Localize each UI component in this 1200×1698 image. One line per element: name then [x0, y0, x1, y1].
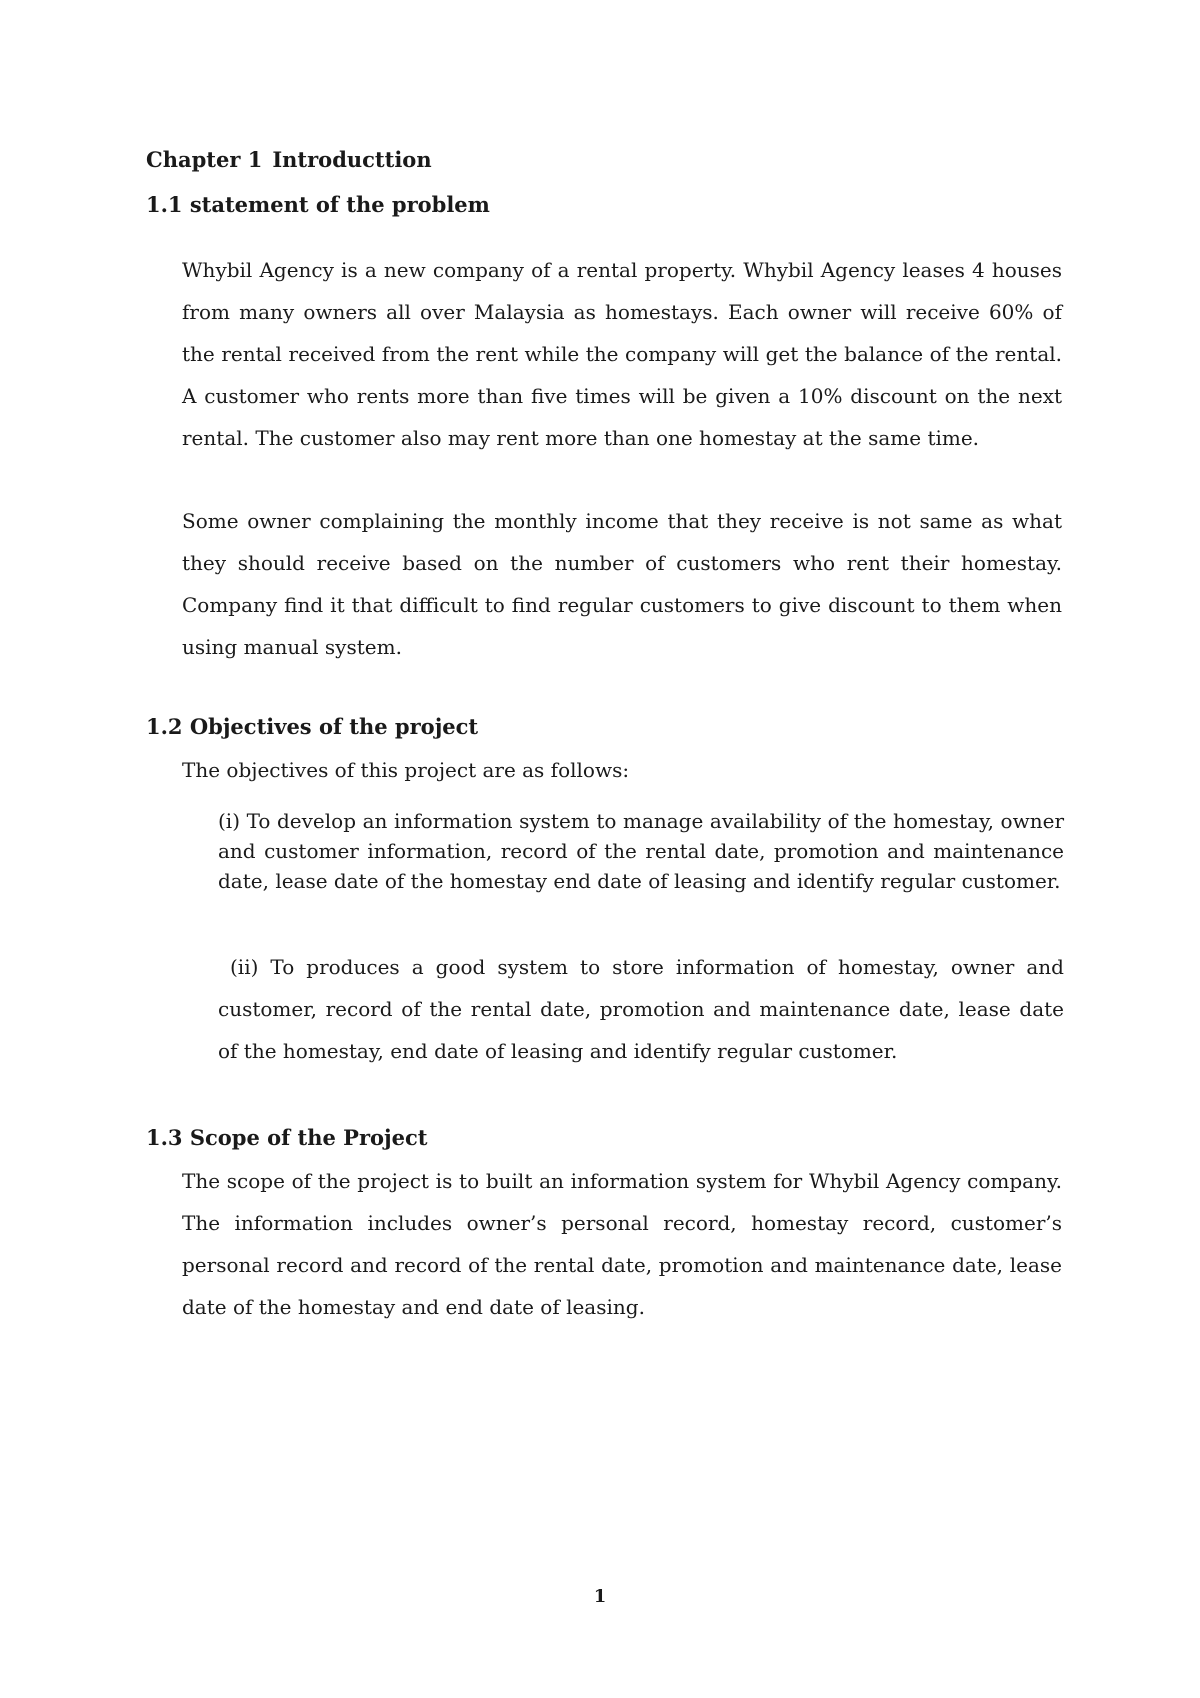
section-heading-scope: 1.3 Scope of the Project: [146, 1125, 428, 1150]
objective-item-1: (i) To develop an information system to manage availability of the homestay, owner and customer information, record of the rental date, promotion and maintenance date, lease date of the homestay end date of leasing and identify regular customer.: [218, 809, 1064, 893]
objective-item-2: (ii) To produces a good system to store information of homestay, owner and customer, record of the rental date, promotion and maintenance date, lease date of the homestay, end date of leasing and identify regular customer.: [218, 955, 1064, 1063]
page-number: 1: [593, 1586, 607, 1607]
chapter-name: Introducttion: [272, 147, 432, 172]
section-heading-objectives: 1.2 Objectives of the project: [146, 714, 479, 739]
section-heading-problem: 1.1 statement of the problem: [146, 192, 490, 217]
problem-paragraph-2: Some owner complaining the monthly income that they receive is not same as what they should receive based on the number of customers who rent their homestay. Company find it that difficult to find regular customers to give discount to them when using manual system.: [182, 509, 1062, 659]
problem-paragraph-1: Whybil Agency is a new company of a rental property. Whybil Agency leases 4 houses from many owners all over Malaysia as homestays. Each owner will receive 60% of the rental received from the rent while the company will get the balance of the rental. A customer who rents more than five times will be given a 10% discount on the next rental. The customer also may rent more than one homestay at the same time.: [182, 258, 1062, 450]
objectives-intro: The objectives of this project are as follows:: [182, 758, 630, 782]
chapter-title: [146, 146, 432, 174]
chapter-label: Chapter 1: [146, 147, 263, 172]
scope-paragraph: The scope of the project is to built an information system for Whybil Agency company. The information includes owner’s personal record, homestay record, customer’s personal record and record of the rental date, promotion and maintenance date, lease date of the homestay and end date of leasing.: [182, 1169, 1062, 1319]
